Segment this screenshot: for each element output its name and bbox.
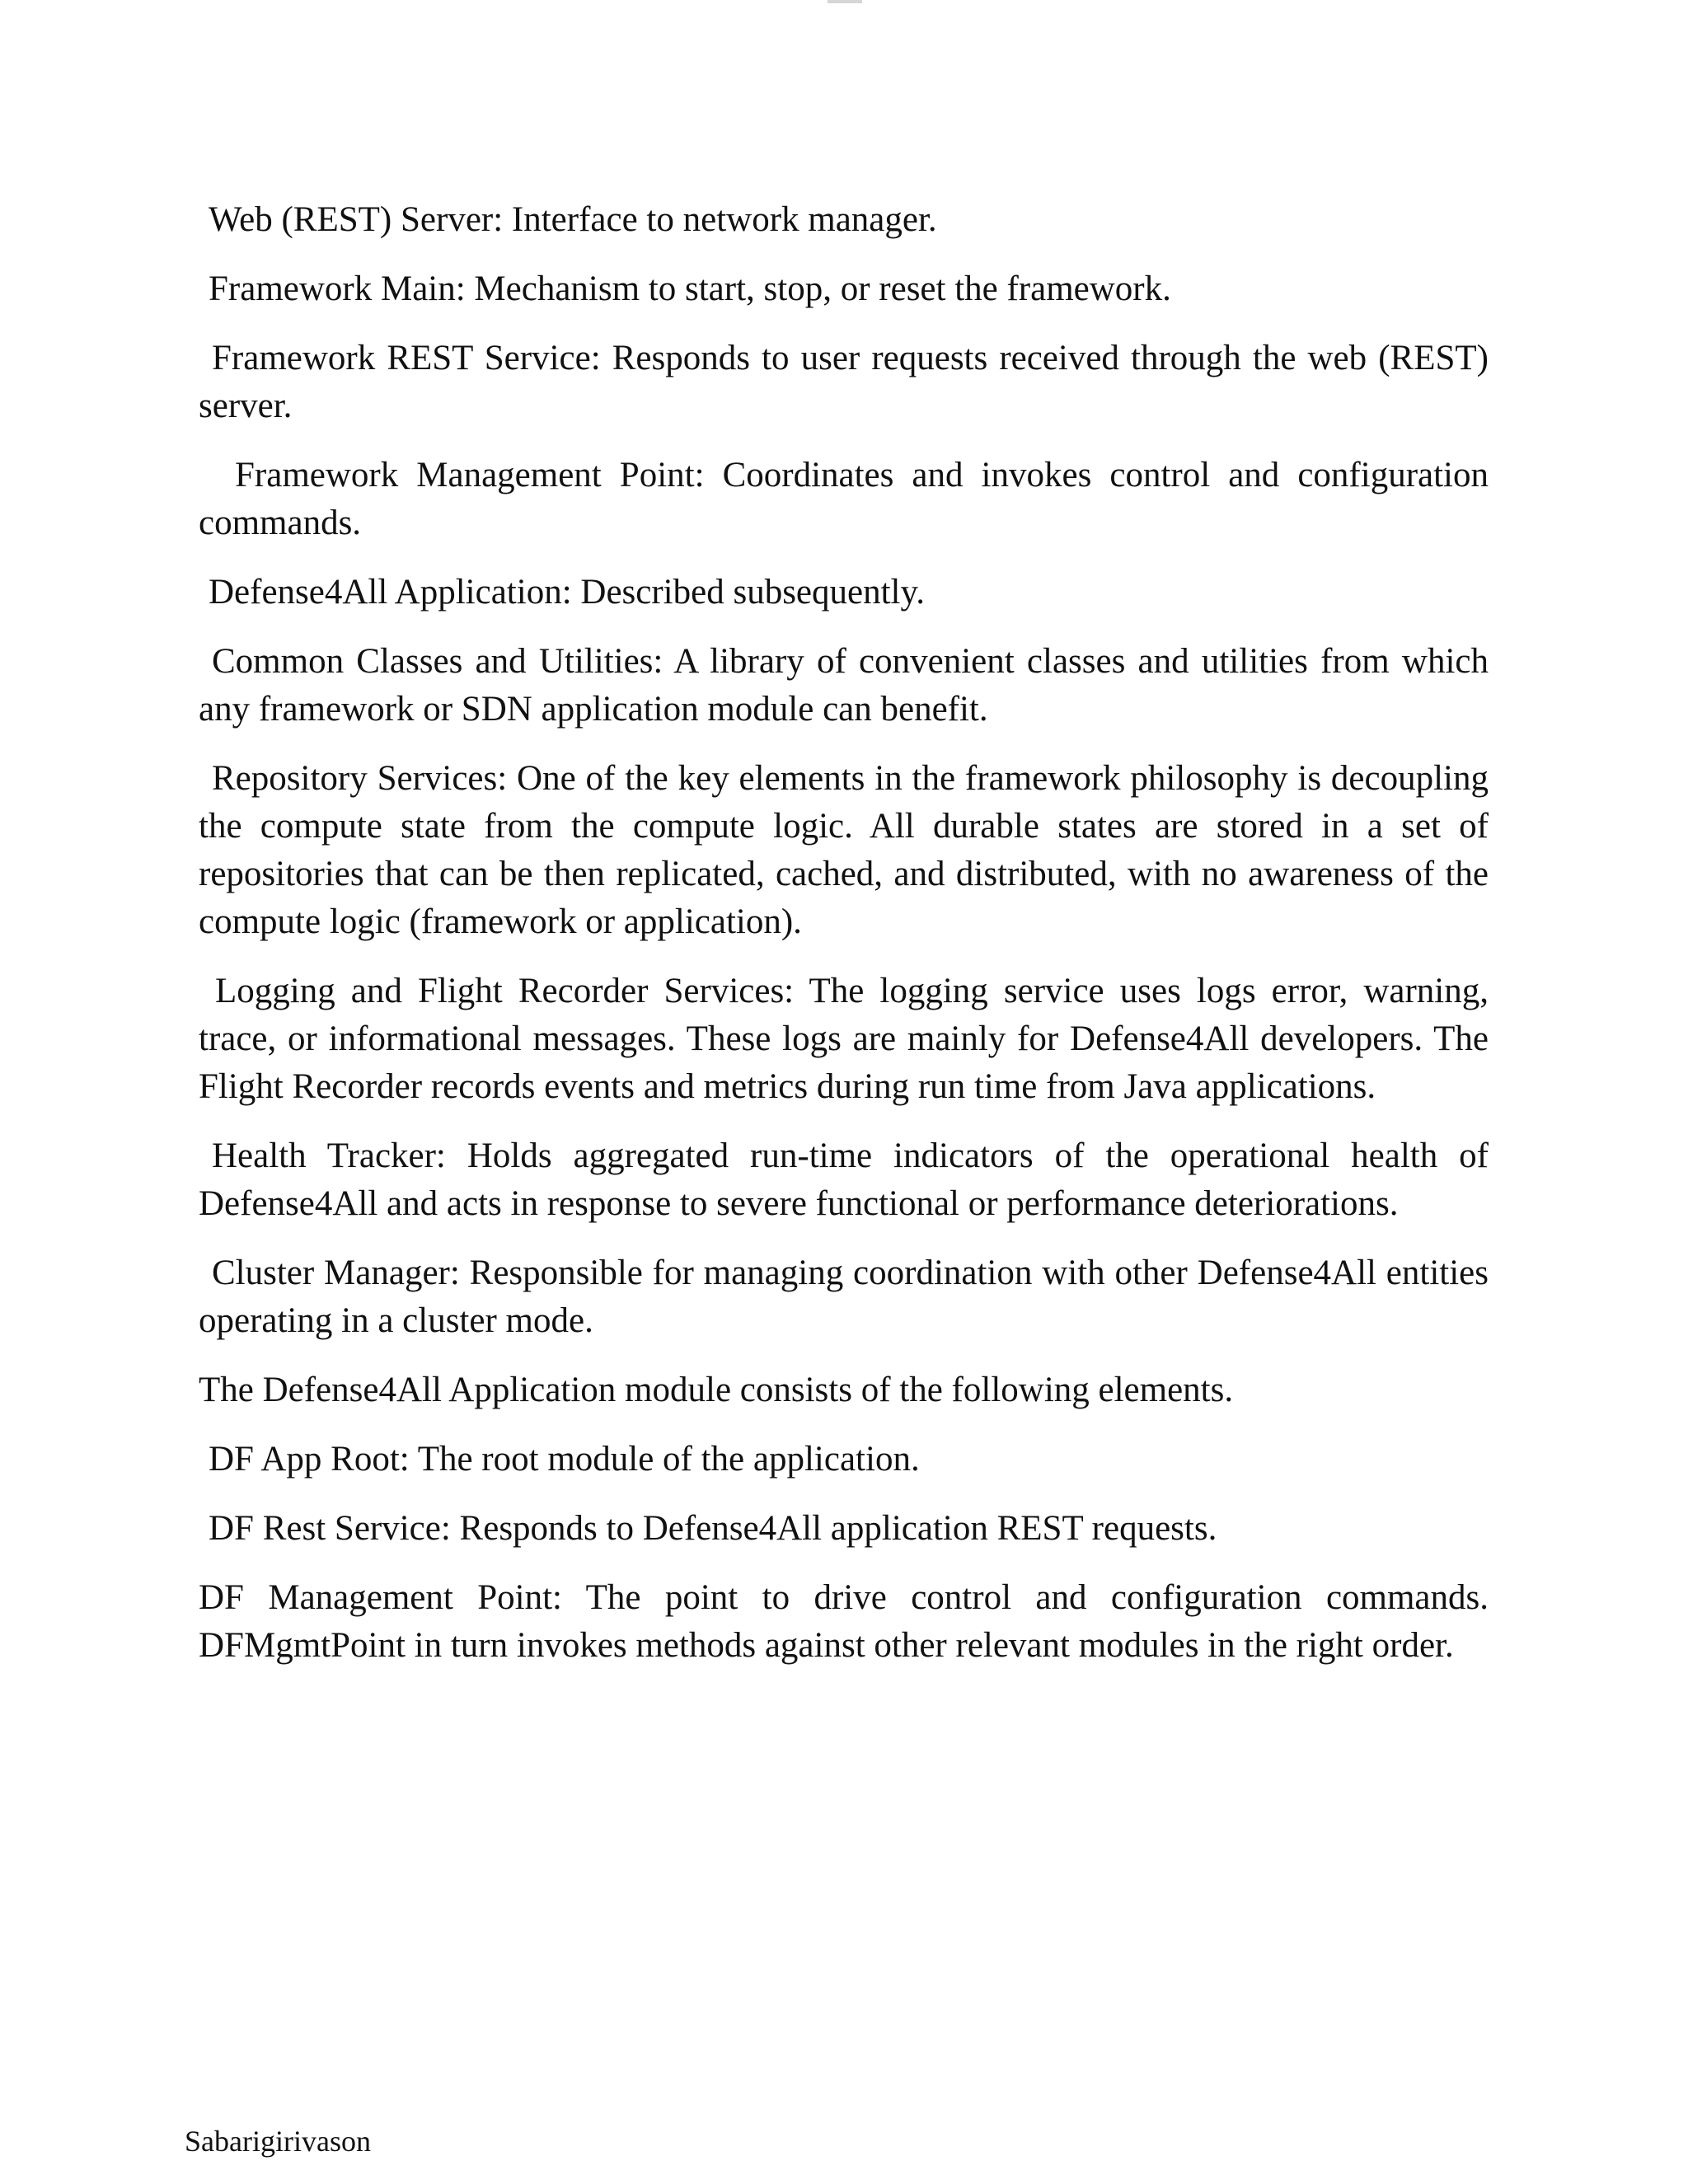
paragraph-web-rest-server: Web (REST) Server: Interface to network manager. — [209, 200, 937, 239]
paragraph-framework-main: Framework Main: Mechanism to start, stop, or reset the framework. — [209, 269, 1171, 308]
paragraph-framework-management-point: Framework Management Point: Coordinates and invokes control and configuration commands. — [199, 456, 1489, 542]
paragraph-framework-rest-service: Framework REST Service: Responds to user requests received through the web (REST) server. — [199, 339, 1489, 425]
paragraph-cluster-manager: Cluster Manager: Responsible for managing coordination with other Defense4All entities operating in a cluster mode. — [199, 1254, 1489, 1340]
footer-author: Sabarigirivason — [185, 2125, 371, 2158]
paragraph-health-tracker: Health Tracker: Holds aggregated run-time indicators of the operational health of Defense4All and acts in response to severe functional or performance deteriorations. — [199, 1137, 1489, 1223]
paragraph-repository-services: Repository Services: One of the key elements in the framework philosophy is decoupling the compute state from the compute logic. All durable states are stored in a set of repositories that can be then replicated, cached, and distributed, with no awareness of the compute logic (framework or application). — [199, 759, 1489, 941]
paragraph-logging-services: Logging and Flight Recorder Services: The logging service uses logs error, warning, trace, or informational messages. These logs are mainly for Defense4All developers. The Flight Recorder records events and metrics during run time from Java applications. — [199, 972, 1489, 1106]
paragraph-defense4all-application: Defense4All Application: Described subsequently. — [209, 573, 925, 612]
paragraph-common-classes: Common Classes and Utilities: A library of convenient classes and utilities from which any framework or SDN application module can benefit. — [199, 642, 1489, 729]
paragraph-application-module-intro: The Defense4All Application module consists of the following elements. — [199, 1371, 1234, 1409]
document-body — [199, 196, 1489, 1691]
paragraph-df-rest-service: DF Rest Service: Responds to Defense4All application REST requests. — [209, 1509, 1217, 1548]
paragraph-df-management-point: DF Management Point: The point to drive control and configuration commands. DFMgmtPoint in turn invokes methods against other relevant modules in the right order. — [199, 1578, 1489, 1665]
header-mark — [828, 0, 862, 3]
paragraph-df-app-root: DF App Root: The root module of the application. — [209, 1440, 920, 1479]
